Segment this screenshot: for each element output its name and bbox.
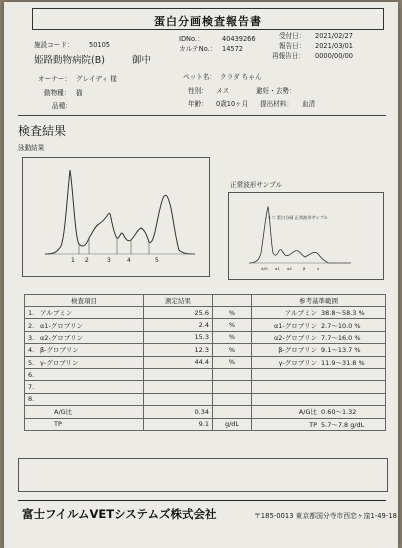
reference-range: 38.8～58.3 % [321,309,365,318]
sample-label-b: β [303,266,306,271]
row-reference [252,368,386,380]
row-item [25,307,144,319]
resubmit-label: 再報告日： [272,52,305,60]
id-label: IDNo.： [179,35,204,43]
row-reference [252,319,386,331]
electrophoresis-frame [22,157,210,277]
table-header-row [25,295,386,307]
row-item-name: α2-グロブリン [40,333,84,342]
row-value: 44.4 [144,356,213,368]
reference-range: 5.7～7.8 g/dL [321,420,365,429]
row-item [25,368,144,380]
header-reference: 参考基準範囲 [252,295,386,307]
row-number: 8. [28,395,35,404]
row-item [25,418,144,430]
row-unit: % [213,319,252,331]
electrophoresis-label: 泳動結果 [18,144,45,152]
report-title: 蛋白分画検査報告書 [154,15,262,28]
peak-label-1: 1 [71,257,75,264]
reference-name: α1-グロブリン [273,321,317,330]
row-value: 15.3 [144,331,213,343]
row-number: 5. [28,358,35,367]
reference-range: 0.60～1.32 [321,408,357,417]
reference-name: A/G比 [298,408,317,417]
row-reference [252,381,386,393]
row-reference [252,307,386,319]
row-value: 25.6 [144,307,213,319]
row-value [144,393,213,405]
owner-label: オーナー： [38,75,71,83]
row-item [25,356,144,368]
row-unit: g/dL [213,418,252,430]
row-value: 12.3 [144,344,213,356]
reference-range: 11.9～31.8 % [321,358,365,367]
pregnancy-label: 避妊・去勢： [256,87,296,95]
table-row [25,406,386,418]
pet-name: クラダ ちゃん [220,73,262,81]
header-unit [213,295,252,307]
normal-sample-frame [228,192,384,280]
reference-name: β-グロブリン [278,346,317,355]
reference-name: γ-グロブリン [278,358,317,367]
row-unit: % [213,344,252,356]
report-date-label: 報告日： [279,42,306,50]
table-row [25,319,386,331]
peak-label-2: 2 [85,257,89,264]
facility-code: 50105 [89,41,110,49]
report-date: 2021/03/01 [315,42,354,50]
row-item-name: アルブミン [40,309,73,318]
row-unit: % [213,331,252,343]
row-item-name: A/G比 [54,408,73,417]
row-reference [252,331,386,343]
row-number: 1. [28,309,35,318]
species-label: 動物種： [44,89,71,97]
header-divider [18,115,386,116]
results-table [24,294,386,431]
row-number: 3. [28,333,35,342]
row-item-name: γ-グロブリン [40,358,79,367]
material: 血清 [302,100,316,108]
karte-no: 14572 [222,45,243,53]
row-unit [213,393,252,405]
company-name: 富士フイルムVETシステムズ株式会社 [22,507,217,521]
material-label: 提出材料： [260,100,293,108]
table-row [25,307,386,319]
row-number: 7. [28,383,35,392]
row-item [25,331,144,343]
resubmit-date: 0000/00/00 [315,52,354,60]
reference-range: 2.7～10.0 % [321,321,361,330]
row-reference [252,393,386,405]
row-unit [213,368,252,380]
row-unit: % [213,307,252,319]
peak-label-4: 4 [127,257,131,264]
row-reference [252,418,386,430]
age: 0歳10ヶ月 [216,100,249,108]
owner-name: グレイディ 様 [76,75,117,83]
table-row [25,356,386,368]
normal-sample-inner-title: ネコ 蛋白分画 正常波形サンプル [267,215,328,220]
results-heading: 検査結果 [18,124,67,138]
sex-label: 性別： [188,87,208,95]
row-value [144,368,213,380]
row-value: 2.4 [144,319,213,331]
received-label: 受付日： [279,32,306,40]
row-value [144,381,213,393]
sample-label-g: γ [317,266,320,271]
reference-name: アルブミン [284,309,317,318]
row-item-name: β-グロブリン [40,346,79,355]
clinic-name: 姫路動物病院(B) [34,55,105,66]
table-row [25,418,386,430]
row-item-name: α1-グロブリン [40,321,84,330]
report-sheet [4,2,398,548]
peak-label-5: 5 [155,257,159,264]
table-row [25,381,386,393]
row-item [25,393,144,405]
table-row [25,331,386,343]
row-value: 0.34 [144,406,213,418]
row-item [25,406,144,418]
row-number: 2. [28,321,35,330]
reference-name: TP [309,420,317,429]
table-row [25,344,386,356]
row-value: 9.1 [144,418,213,430]
table-row [25,368,386,380]
row-number: 6. [28,370,35,379]
row-unit [213,381,252,393]
row-reference [252,356,386,368]
row-item [25,344,144,356]
row-number: 4. [28,346,35,355]
normal-sample-label: 正常波形サンプル [230,181,283,189]
title-box [32,8,384,30]
row-unit: % [213,356,252,368]
age-label: 年齢： [188,100,208,108]
reference-range: 9.1～13.7 % [321,346,361,355]
header-value: 測定結果 [144,295,213,307]
row-item-name: TP [54,420,62,429]
breed-label: 品種： [52,102,72,110]
peak-label-3: 3 [107,257,111,264]
row-reference [252,406,386,418]
row-item [25,319,144,331]
normal-sample-curve [229,193,383,279]
company-address: 〒185-0013 東京都国分寺市西恋ヶ窪1-49-18 [254,512,397,520]
row-unit [213,406,252,418]
comment-box [18,458,388,492]
table-row [25,393,386,405]
header-item: 検査項目 [25,295,144,307]
row-item [25,381,144,393]
sample-label-ag: A/G [261,266,268,271]
row-reference [252,344,386,356]
footer-divider [18,500,386,501]
sample-label-a1: α1 [275,266,280,271]
reference-name: α2-グロブリン [273,333,317,342]
species: 猫 [76,89,83,97]
clinic-suffix: 御中 [132,55,152,66]
id-no: 40439266 [222,35,256,43]
reference-range: 7.7～16.0 % [321,333,361,342]
received-date: 2021/02/27 [315,32,354,40]
sample-label-a2: α2 [287,266,292,271]
electrophoresis-curve [23,158,209,276]
sex: メス [216,87,230,95]
pet-label: ペット名： [183,73,216,81]
facility-code-label: 施設コード： [34,41,74,49]
karte-label: カルテNo.： [179,45,217,53]
